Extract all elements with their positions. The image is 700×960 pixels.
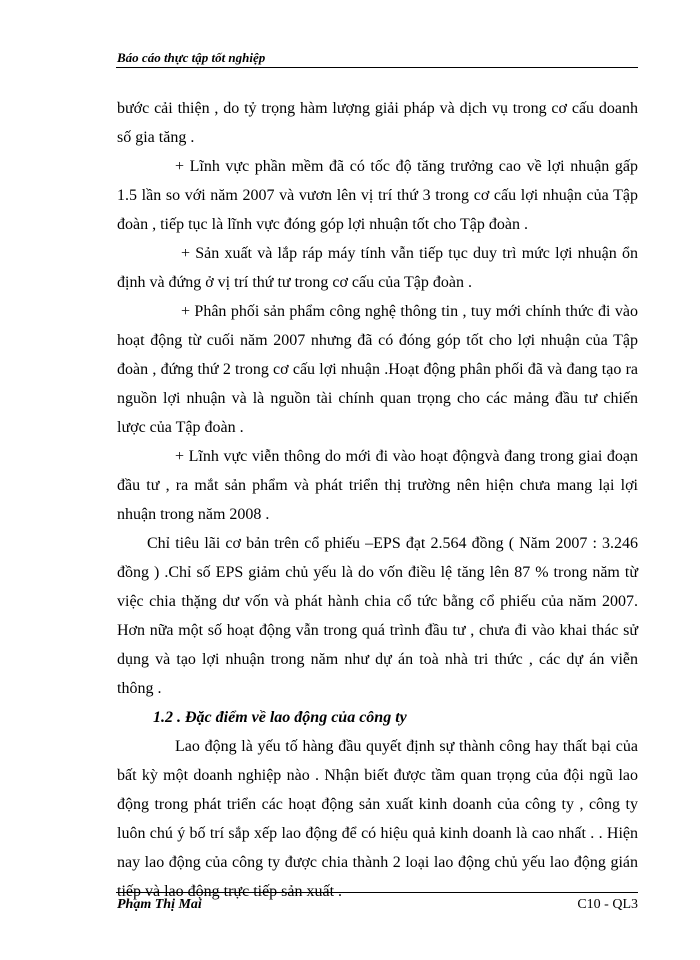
paragraph-software: + Lĩnh vực phần mềm đã có tốc độ tăng trưởng cao về lợi nhuận gấp 1.5 lần so với năm 2007 và vươn lên vị trí thứ 3 trong cơ cấu lợi nhuận của Tập đoàn , tiếp tục là lĩnh vực đóng góp lợi nhuận tốt cho Tập đoàn . xyxy=(117,158,638,233)
section-heading: 1.2 . Đặc điểm về lao động của công ty xyxy=(153,709,407,726)
paragraph-manufacturing: + Sản xuất và lắp ráp máy tính vẫn tiếp tục duy trì mức lợi nhuận ổn định và đứng ở vị trí thứ tư trong cơ cấu của Tập đoàn . xyxy=(117,245,638,291)
paragraph-eps: Chỉ tiêu lãi cơ bản trên cổ phiếu –EPS đạt 2.564 đồng ( Năm 2007 : 3.246 đồng ) .Chỉ số EPS giảm chủ yếu là do vốn điều lệ tăng lên 87 % trong năm từ việc chia thặng dư vốn và phát hành chia cổ tức bằng cổ phiếu của năm 2007. Hơn nữa một số hoạt động vẫn trong quá trình đầu tư , chưa đi vào khai thác sử dụng và tạo lợi nhuận trong năm như dự án toà nhà tri thức , các dự án viễn thông . xyxy=(117,535,638,697)
footer-class-code: C10 - QL3 xyxy=(577,897,638,912)
paragraph-distribution: + Phân phối sản phẩm công nghệ thông tin , tuy mới chính thức đi vào hoạt động từ cuối năm 2007 nhưng đã có đóng góp tốt cho lợi nhuận của Tập đoàn , đứng thứ 2 trong cơ cấu lợi nhuận .Hoạt động phân phối đã và đang tạo ra nguồn lợi nhuận và là nguồn tài chính quan trọng cho các mảng đầu tư chiến lược của Tập đoàn . xyxy=(117,303,638,436)
footer-author: Phạm Thị Mai xyxy=(117,897,202,912)
paragraph-continuation: bước cải thiện , do tỷ trọng hàm lượng giải pháp và dịch vụ trong cơ cấu doanh số gia tăng . xyxy=(117,100,638,146)
header-rule xyxy=(116,67,638,68)
page-header-title: Báo cáo thực tập tốt nghiệp xyxy=(117,50,266,65)
paragraph-labor: Lao động là yếu tố hàng đầu quyết định sự thành công hay thất bại của bất kỳ một doanh nghiệp nào . Nhận biết được tầm quan trọng của đội ngũ lao động trong phát triển các hoạt động sản xuất kinh doanh của công ty , công ty luôn chú ý bố trí sắp xếp lao động để có hiệu quả kinh doanh là cao nhất . . Hiện nay lao động của công ty được chia thành 2 loại lao động chủ yếu lao động gián tiếp và lao động trực tiếp sản xuất . xyxy=(117,738,638,900)
paragraph-telecom: + Lĩnh vực viễn thông do mới đi vào hoạt độngvà đang trong giai đoạn đầu tư , ra mắt sản phẩm và phát triển thị trường nên hiện chưa mang lại lợi nhuận trong năm 2008 . xyxy=(117,448,638,523)
footer-rule xyxy=(116,892,638,893)
document-body xyxy=(117,94,638,906)
